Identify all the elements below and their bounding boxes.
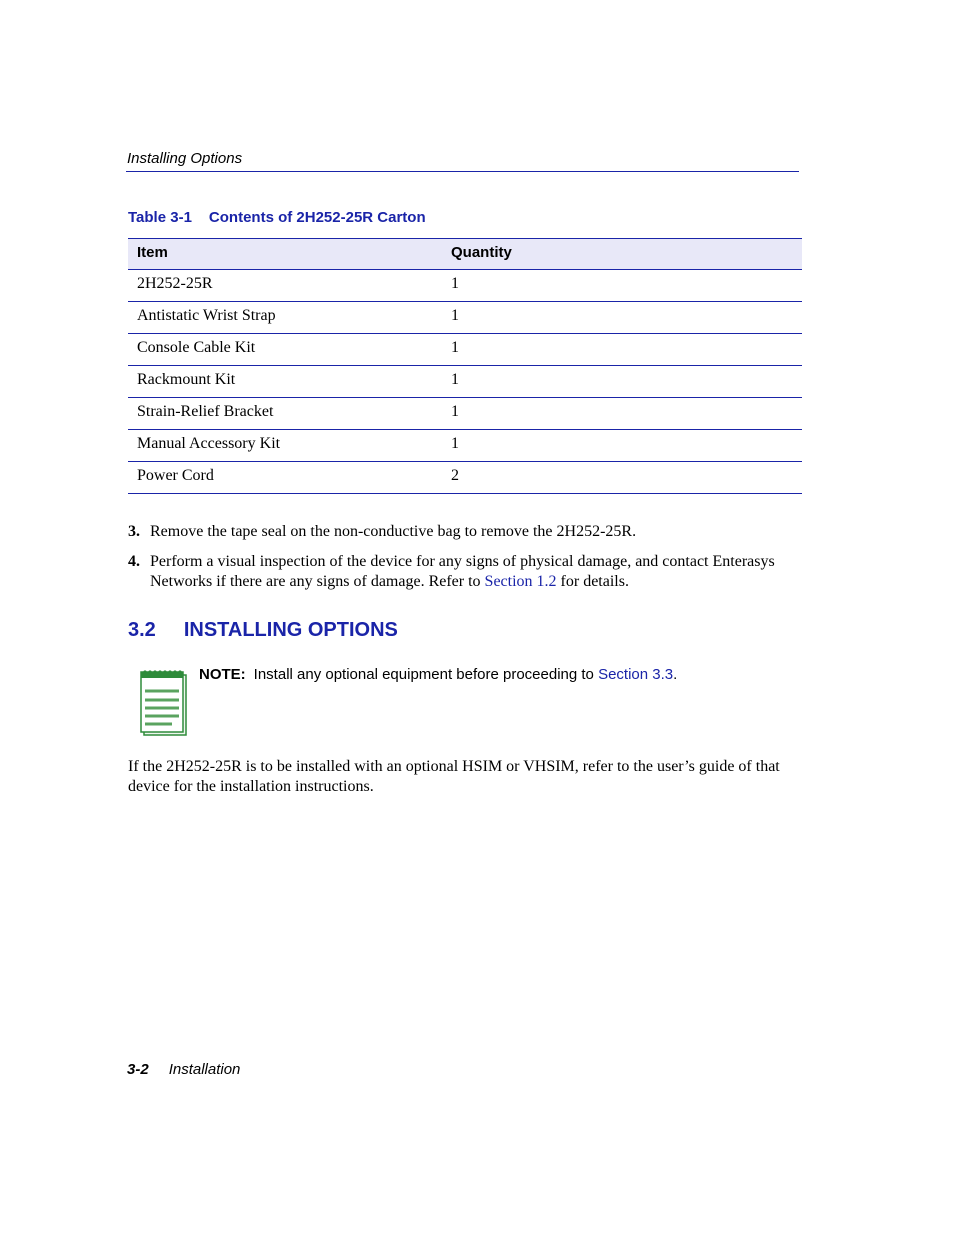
quantity-cell: 1 [451,403,459,420]
table-row [128,302,802,334]
table-row [128,366,802,398]
section-title: INSTALLING OPTIONS [183,619,398,641]
table-row [128,398,802,430]
section-number: 3.2 [128,619,156,641]
table-caption-number: Table 3-1 [128,209,192,226]
body-paragraph: If the 2H252-25R is to be installed with an optional HSIM or VHSIM, refer to the user’s guide of that device for the installation instructions. [128,758,780,795]
header-rule [126,171,799,172]
running-header: Installing Options [127,150,243,167]
note-text [199,666,799,683]
step-number: 4. [128,553,140,570]
item-cell: Antistatic Wrist Strap [137,307,276,324]
quantity-cell: 2 [451,467,459,484]
note-text-after: . [673,666,678,683]
note-text-before: Install any optional equipment before proceeding to [253,666,599,683]
column-header-quantity: Quantity [451,244,512,261]
section-heading [128,619,398,642]
page-footer [127,1061,240,1078]
step-text [150,552,798,592]
item-cell: Rackmount Kit [137,371,236,388]
chapter-name: Installation [168,1061,241,1078]
section-1-2-link[interactable]: Section 1.2 [484,573,557,590]
quantity-cell: 1 [451,371,459,388]
table-caption [128,209,426,226]
step-text-before: Perform a visual inspection of the device for any signs of physical damage, and contact Enterasys Networks if there are any signs of damage. Refer to [150,553,775,590]
quantity-cell: 1 [451,435,459,452]
step-3 [128,522,798,542]
step-4 [128,552,798,592]
item-cell: Manual Accessory Kit [137,435,281,452]
column-header-item: Item [137,244,168,261]
table-row [128,430,802,462]
page-number: 3-2 [127,1061,149,1078]
table-row [128,334,802,366]
quantity-cell: 1 [451,275,459,292]
carton-contents-table [128,238,802,494]
item-cell: 2H252-25R [137,275,213,292]
notepad-icon [140,669,188,737]
table-header-row [128,239,802,270]
section-3-3-link[interactable]: Section 3.3 [598,666,674,683]
quantity-cell: 1 [451,339,459,356]
table-caption-title: Contents of 2H252-25R Carton [208,209,426,226]
table-row [128,462,802,494]
item-cell: Strain-Relief Bracket [137,403,274,420]
table-row [128,270,802,302]
note-label: NOTE: [199,666,246,683]
quantity-cell: 1 [451,307,459,324]
item-cell: Power Cord [137,467,214,484]
step-number: 3. [128,523,140,540]
step-text: Remove the tape seal on the non-conductive bag to remove the 2H252-25R. [150,523,637,540]
step-text-after: for details. [556,573,629,590]
item-cell: Console Cable Kit [137,339,256,356]
